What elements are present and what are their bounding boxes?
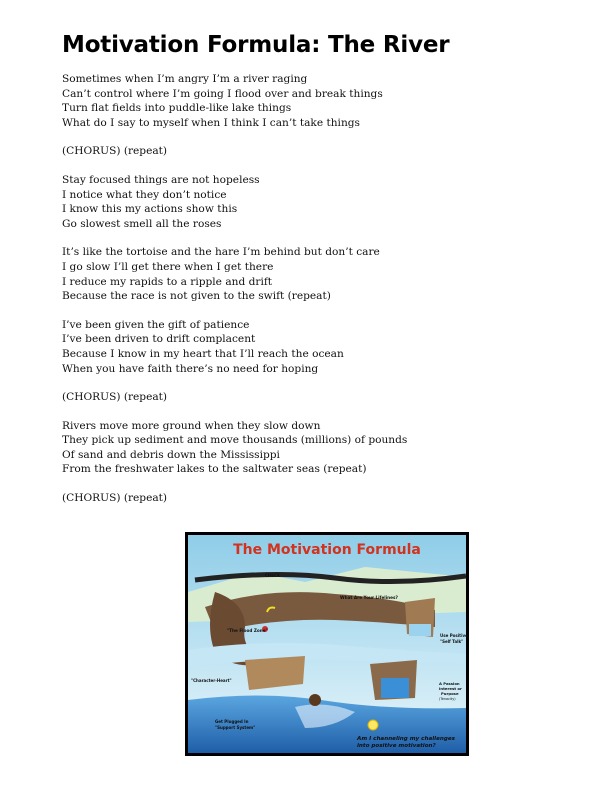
lyric-line: Of sand and debris down the Mississippi [62, 448, 280, 461]
poster-check-label: CHECK [265, 573, 281, 578]
lyric-line: Because the race is not given to the swift (repeat) [62, 290, 331, 303]
poster-passion-label-3: Purpose [441, 691, 459, 696]
lyric-line: Go slowest smell all the roses [62, 217, 222, 230]
motivation-formula-poster [185, 532, 469, 756]
lyric-line: I’ve been driven to drift complacent [62, 333, 256, 346]
chorus-marker: (CHORUS) (repeat) [62, 145, 168, 158]
poster-character-heart-label: "Character-Heart" [191, 678, 232, 683]
verse-1 [62, 72, 562, 130]
lyric-line: Can’t control where I’m going I flood over and break things [62, 87, 383, 100]
lyric-line: They pick up sediment and move thousands (millions) of pounds [62, 434, 408, 447]
lyrics-body [62, 72, 562, 520]
lightbulb-icon [368, 720, 378, 730]
lyric-line: When you have faith there’s no need for hoping [62, 362, 319, 375]
lyric-line: Sometimes when I’m angry I’m a river raging [62, 73, 308, 85]
poster-self-talk-label-2: "Self Talk" [440, 639, 464, 644]
lyric-line: I reduce my rapids to a ripple and drift [62, 275, 273, 288]
verse-5 [62, 419, 562, 477]
poster-support-label-2: "Support System" [215, 725, 256, 730]
verse-4 [62, 318, 562, 376]
verse-2 [62, 173, 562, 231]
poster-question-line-2: into positive motivation? [357, 743, 436, 749]
chorus-marker: (CHORUS) (repeat) [62, 391, 168, 404]
lyric-line: I’ve been given the gift of patience [62, 318, 250, 331]
lyric-line: Rivers move more ground when they slow down [62, 419, 321, 432]
poster-passion-label-2: Interest or [439, 686, 462, 691]
lyric-line: Stay focused things are not hopeless [62, 173, 260, 186]
verse-3 [62, 245, 562, 303]
canyon-water [409, 624, 431, 636]
lyric-line: It’s like the tortoise and the hare I’m behind but don’t care [62, 246, 380, 259]
poster-illustration [185, 532, 469, 756]
page-title: Motivation Formula: The River [62, 32, 450, 58]
lyric-line: I notice what they don’t notice [62, 188, 227, 201]
poster-support-label-1: Get Plugged In [215, 719, 249, 724]
chorus-marker: (CHORUS) (repeat) [62, 492, 168, 505]
poster-self-talk-label-1: Use Positive [440, 633, 468, 638]
poster-lifelines-label: What Are Your Lifelines? [340, 595, 398, 600]
lyric-line: What do I say to myself when I think I can’t take things [62, 116, 360, 129]
lyric-line: I go slow I’ll get there when I get there [62, 260, 274, 273]
poster-passion-label-4: (Tenacity) [439, 697, 456, 701]
poster-title: The Motivation Formula [233, 542, 421, 558]
lyric-line: Because I know in my heart that I’ll reach the ocean [62, 347, 344, 360]
poster-question-line-1: Am I channeling my challenges [357, 736, 455, 742]
lyric-line: Turn flat fields into puddle-like lake things [62, 102, 292, 115]
person-icon [309, 694, 321, 706]
poster-passion-label-1: A Passion [439, 681, 460, 686]
lyric-line: From the freshwater lakes to the saltwater seas (repeat) [62, 463, 367, 476]
waterfall [381, 678, 409, 698]
lyric-line: I know this my actions show this [62, 203, 238, 216]
poster-flood-zone-label: "The Flood Zone" [227, 628, 268, 633]
